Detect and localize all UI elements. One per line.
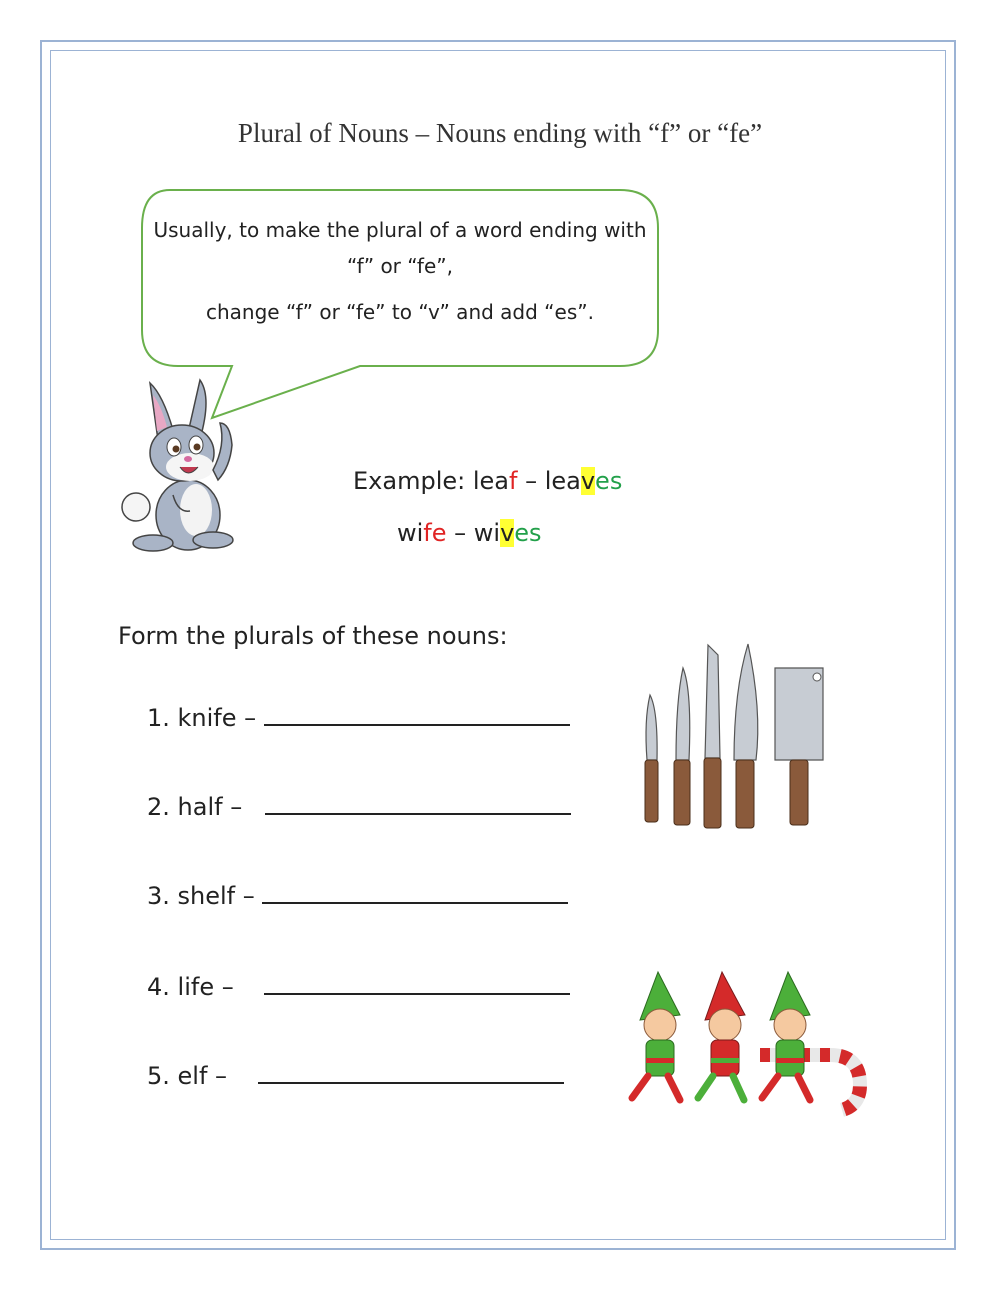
example-leaf-stem: lea bbox=[472, 467, 509, 495]
item-label: 5. elf – bbox=[147, 1062, 258, 1090]
example-dash-1: – bbox=[517, 467, 545, 495]
example-wives-v: v bbox=[500, 519, 515, 547]
item-label: 3. shelf – bbox=[147, 882, 263, 910]
instruction: Form the plurals of these nouns: bbox=[118, 622, 508, 650]
knives-illustration bbox=[630, 640, 840, 835]
answer-blank[interactable] bbox=[264, 973, 570, 995]
elves-illustration bbox=[610, 960, 870, 1130]
list-item bbox=[147, 704, 570, 732]
list-item bbox=[147, 793, 571, 821]
item-label: 2. half – bbox=[147, 793, 266, 821]
answer-blank[interactable] bbox=[258, 1062, 564, 1084]
bubble-line-2: change “f” or “fe” to “v” and add “es”. bbox=[206, 300, 594, 324]
example-leaves-v: v bbox=[580, 467, 596, 495]
example-wife-ending: fe bbox=[423, 519, 447, 547]
item-label: 1. knife – bbox=[147, 704, 264, 732]
example-leaf bbox=[353, 467, 622, 495]
example-leaves-stem: lea bbox=[544, 467, 581, 495]
example-prefix: Example: bbox=[353, 467, 473, 495]
answer-blank[interactable] bbox=[264, 704, 570, 726]
list-item bbox=[147, 973, 570, 1001]
bubble-line-1: Usually, to make the plural of a word ending with “f” or “fe”, bbox=[153, 218, 647, 278]
example-wives-es: es bbox=[514, 519, 542, 547]
answer-blank[interactable] bbox=[265, 793, 571, 815]
item-label: 4. life – bbox=[147, 973, 265, 1001]
example-leaves-es: es bbox=[595, 467, 623, 495]
example-wife-stem: wi bbox=[397, 519, 424, 547]
bubble-text bbox=[150, 212, 650, 330]
answer-blank[interactable] bbox=[262, 882, 568, 904]
list-item bbox=[147, 882, 568, 910]
list-item bbox=[147, 1062, 564, 1090]
example-leaf-ending: f bbox=[508, 467, 518, 495]
bunny-illustration bbox=[118, 375, 248, 555]
example-wife bbox=[397, 519, 542, 547]
example-dash-2: – bbox=[446, 519, 474, 547]
example-wives-stem: wi bbox=[473, 519, 501, 547]
page-title: Plural of Nouns – Nouns ending with “f” or “fe” bbox=[237, 118, 763, 148]
